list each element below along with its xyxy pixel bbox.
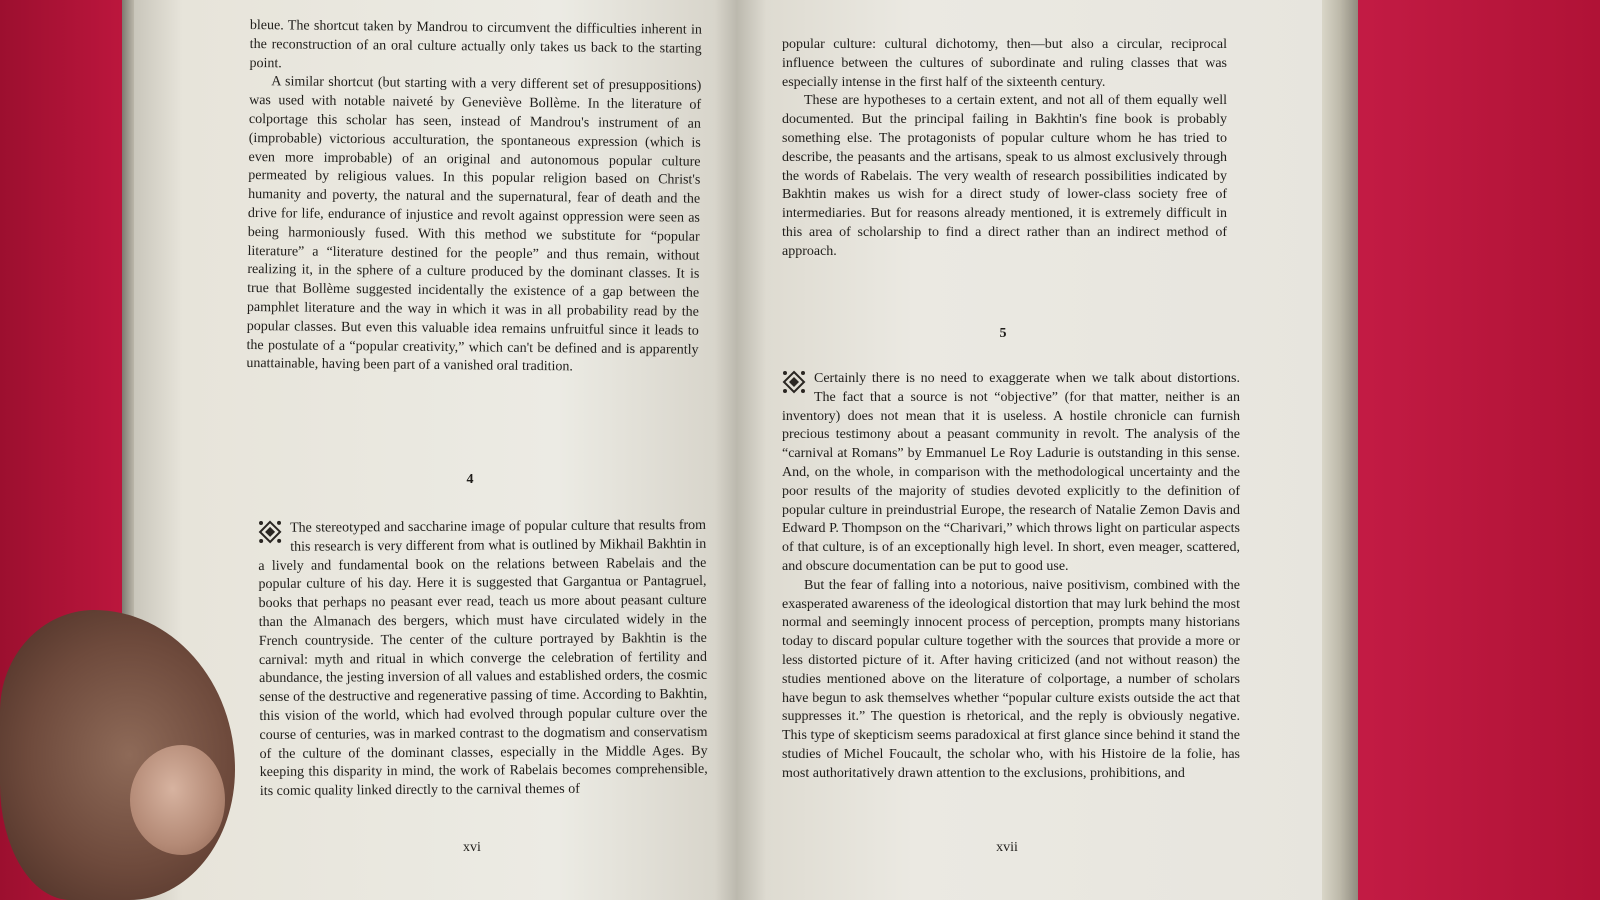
left-page-top-text	[246, 17, 702, 379]
fleuron-icon	[782, 370, 806, 394]
paragraph: A similar shortcut (but starting with a very different set of presuppositions) was used with notable naiveté by Geneviève Bollème. In the literature of colportage this scholar has seen, instead of Mandrou's instrument of an (improbable) victorious acculturation, the spontaneous expression (which is even more improbable) of an original and autonomous popular culture permeated by religious values. In this popular religion based on Christ's humanity and poverty, the natural and the supernatural, fear of death and the drive for life, endurance of injustice and revolt against oppression were seen as being harmoniously fused. With this method we substitute for “popular literature” a “literature destined for the people” and thus remain, without realizing it, in the sphere of a culture produced by the dominant classes. It is true that Bollème suggested incidentally the existence of a gap between the pamphlet literature and the way in which it was in all probability read by the popular classes. But even this valuable idea remains unfruitful since it leads to the postulate of a “popular creativity,” which can't be defined and is apparently unattainable, having been part of a vanished oral tradition.	[246, 74, 702, 375]
section-number-4: 4	[466, 472, 474, 487]
paragraph: But the fear of falling into a notorious, naive positivism, combined with the exasperated awareness of the ideological distortion that may lurk behind the most normal and seemingly innocent process of perception, prompts many historians today to discard popular culture together with the sources that provide a more or less distorted picture of it. After having criticized (and not without reason) the studies mentioned above on the literature of colportage, a number of scholars have begun to ask themselves whether “popular culture exists outside the act that suppresses it.” The question is rhetorical, and the reply is obviously negative. This type of skepticism seems paradoxical at first glance since behind it stand the studies of Michel Foucault, the scholar who, with his Histoire de la folie, has most authoritatively drawn attention to the exclusions, prohibitions, and	[782, 577, 1240, 781]
background-fabric-right	[1340, 0, 1600, 900]
right-page-top-text	[782, 36, 1227, 262]
page-number-right: xvii	[996, 840, 1018, 855]
section-number-5: 5	[999, 326, 1007, 341]
book-page-stack-right	[1322, 0, 1358, 900]
paragraph: popular culture: cultural dichotomy, then—but also a circular, reciprocal influence between the cultures of subordinate and ruling classes that was especially intense in the first half of the sixteenth century.	[782, 37, 1227, 90]
right-page-bottom-text	[782, 370, 1240, 784]
paragraph: The stereotyped and saccharine image of popular culture that results from this research is very different from what is outlined by Mikhail Bakhtin in a lively and fundamental book on the relations between Rabelais and the popular culture of his day. Here it is suggested that Gargantua or Pantagruel, books that perhaps no peasant ever read, teach us more about peasant culture than the Almanach des bergers, which must have circulated widely in the French countryside. The center of the culture portrayed by Bakhtin is the carnival: myth and ritual in which converge the celebration of fertility and abundance, the jesting inversion of all values and established orders, the cosmic sense of the destructive and regenerative passing of time. According to Bakhtin, this vision of the world, which had evolved through popular culture over the course of centuries, was in marked contrast to the dogmatism and conservatism of the culture of the dominant classes, especially in the Middle Ages. By keeping this disparity in mind, the work of Rabelais becomes comprehensible, its comic quality linked directly to the carnival themes of	[258, 517, 708, 800]
right-page	[737, 0, 1327, 900]
paragraph: These are hypotheses to a certain extent, and not all of them equally well documented. But the principal failing in Bakhtin's fine book is probably something else. The protagonists of popular culture whom he has tried to describe, the peasants and the artisans, speak to us almost exclusively through the words of Rabelais. The very wealth of research possibilities indicated by Bakhtin makes us wish for a direct study of lower-class society free of intermediaries. But for reasons already mentioned, it is extremely difficult in this area of scholarship to find a direct rather than an indirect method of approach.	[782, 93, 1227, 259]
page-number-left: xvi	[463, 840, 481, 855]
fleuron-icon	[258, 520, 282, 544]
paragraph: bleue. The shortcut taken by Mandrou to circumvent the difficulties inherent in the reconstruction of an oral culture actually only takes us back to the starting point.	[249, 17, 702, 71]
thumbnail	[130, 745, 225, 855]
left-page-bottom-text	[258, 517, 708, 802]
paragraph: Certainly there is no need to exaggerate when we talk about distortions. The fact that a source is not “objective” (for that matter, neither is an inventory) does not mean that it is useless. A hostile chronicle can furnish precious testimony about a peasant community in revolt. The analysis of the “carnival at Romans” by Emmanuel Le Roy Ladurie is outstanding in this sense. And, on the whole, in comparison with the methodological uncertainty and the poor results of the majority of studies devoted explicitly to the definition of popular culture in preindustrial Europe, the research of Natalie Zemon Davis and Edward P. Thompson on the “Charivari,” which throws light on particular aspects of that culture, is of an exceptionally high level. In short, even meager, scattered, and obscure documentation can be put to good use.	[782, 371, 1240, 574]
